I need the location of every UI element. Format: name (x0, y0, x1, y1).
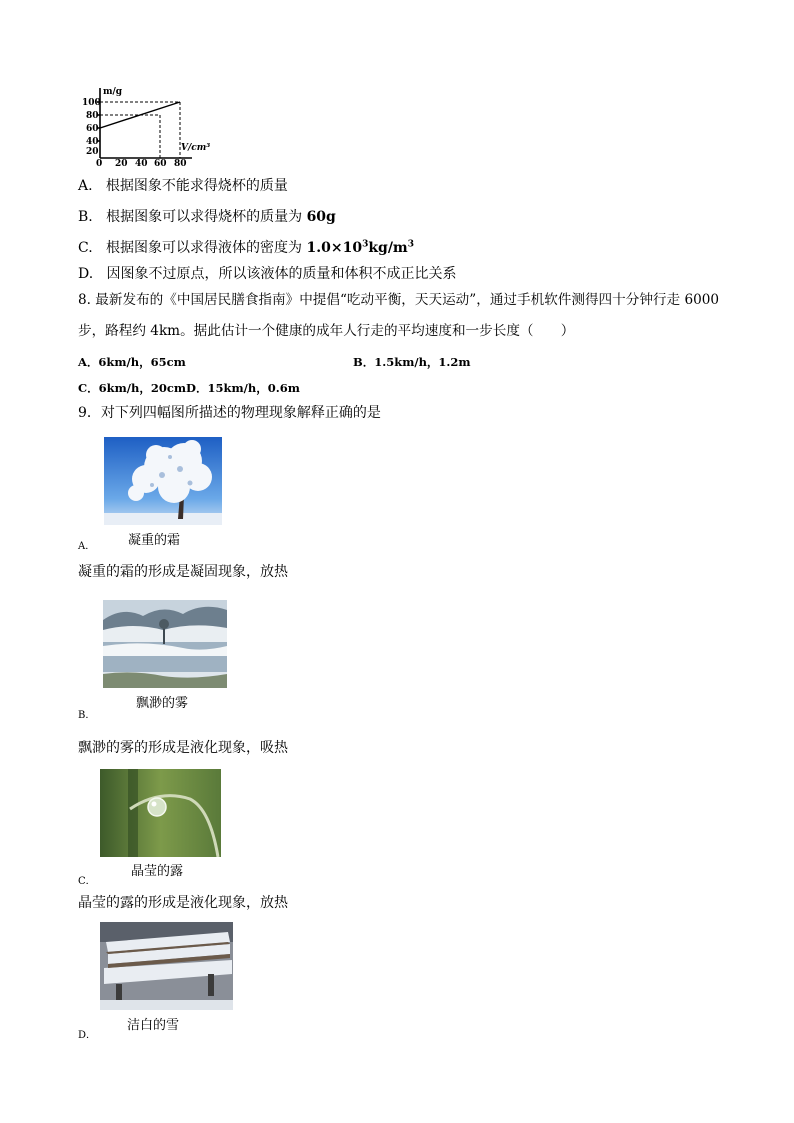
q7-option-c (78, 239, 414, 257)
option-letter: C. (78, 240, 93, 256)
y-tick: 60 (86, 124, 99, 134)
q9-b-explanation: 飘渺的雾的形成是液化现象，吸热 (78, 740, 288, 756)
frost-tree-photo (104, 437, 222, 525)
q9-c-explanation: 晶莹的露的形成是液化现象，放热 (78, 895, 288, 911)
q9-b-letter: B． (78, 710, 96, 721)
density-exponent: 3 (362, 239, 369, 250)
option-letter: B. (78, 209, 93, 225)
y-tick: 100 (82, 98, 101, 108)
density-unit: kg/m (368, 240, 408, 256)
q9-b-caption: 飘渺的雾 (136, 696, 189, 711)
option-text: 因图象不过原点，所以该液体的质量和体积不成正比关系 (106, 266, 457, 282)
mass-volume-graph (82, 84, 222, 166)
y-axis-label: m/g (103, 87, 123, 97)
q9-a-letter: A． (78, 541, 96, 552)
q8-stem-line2: 步，路程约 4km。据此估计一个健康的成年人行走的平均速度和一步长度（ ） (78, 323, 575, 339)
option-letter: A. (78, 178, 93, 194)
option-value: 60g (306, 209, 336, 225)
snow-bench-photo (100, 922, 233, 1010)
q9-d-letter: D． (78, 1030, 97, 1041)
x-tick: 40 (135, 159, 148, 166)
q8-option-a: A．6km/h，65cm (78, 355, 186, 369)
q9-d-caption: 洁白的雪 (127, 1018, 180, 1033)
x-tick: 60 (154, 159, 167, 166)
q8-option-b: B．1.5km/h，1.2m (353, 355, 471, 369)
q9-stem: 9．对下列四幅图所描述的物理现象解释正确的是 (78, 405, 381, 421)
q9-c-caption: 晶莹的露 (131, 864, 184, 879)
q7-option-d (78, 265, 457, 283)
y-tick: 40 (86, 137, 99, 147)
option-text: 根据图象不能求得烧杯的质量 (105, 178, 288, 194)
option-text: 根据图象可以求得液体的密度为 (106, 240, 307, 256)
option-text: 根据图象可以求得烧杯的质量为 (106, 209, 307, 225)
y-tick: 20 (86, 147, 99, 157)
unit-exponent: 3 (407, 239, 415, 250)
density-value: 1.0×10 (306, 240, 363, 256)
q9-c-letter: C． (78, 876, 96, 887)
dew-drop-photo (100, 769, 221, 857)
q7-option-b (78, 208, 336, 226)
x-tick: 20 (115, 159, 128, 166)
q8-stem-line1: 8. 最新发布的《中国居民膳食指南》中提倡“吃动平衡，天天运动”，通过手机软件测得四十分钟行走 6000 (78, 292, 720, 308)
mist-lake-photo (103, 600, 227, 688)
x-tick: 80 (174, 159, 187, 166)
x-axis-label: V/cm³ (181, 143, 211, 153)
q9-a-caption: 凝重的霜 (128, 533, 181, 548)
q8-option-cd: C．6km/h，20cmD．15km/h，0.6m (78, 381, 300, 395)
q9-a-explanation: 凝重的霜的形成是凝固现象，放热 (78, 564, 288, 580)
option-letter: D. (78, 266, 94, 282)
y-tick: 80 (86, 111, 99, 121)
x-tick: 0 (96, 159, 103, 166)
q7-option-a (78, 177, 288, 195)
